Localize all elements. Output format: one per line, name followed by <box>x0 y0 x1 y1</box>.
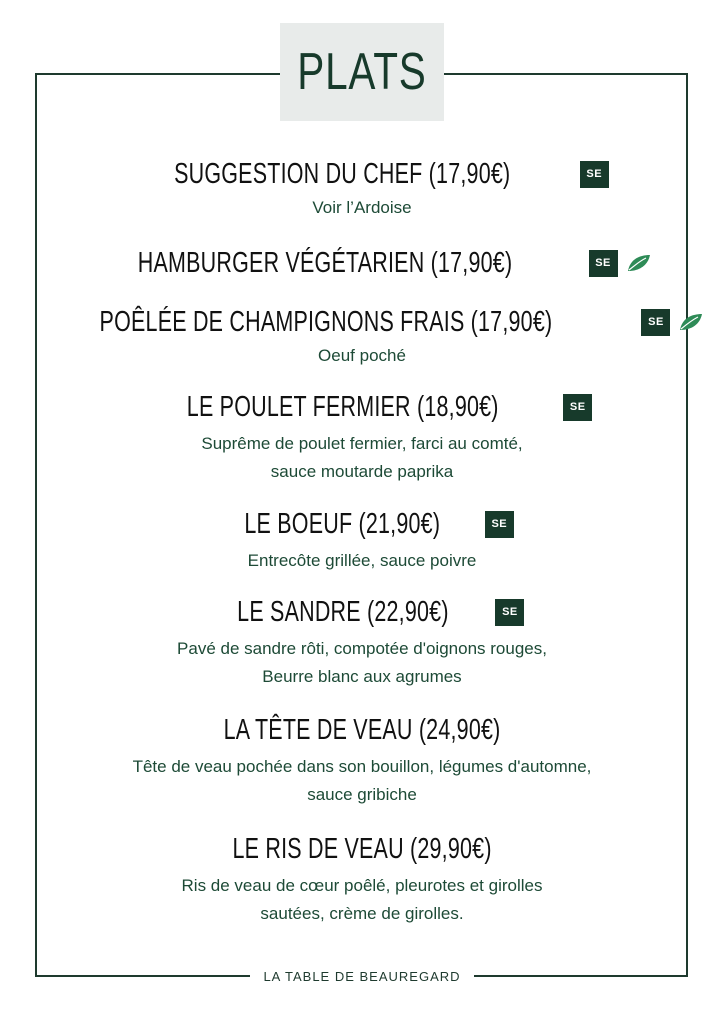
se-badge: SE <box>580 161 609 188</box>
dish-description: Tête de veau pochée dans son bouillon, légumes d'automne, <box>132 757 592 776</box>
dish-description: sauce gribiche <box>307 785 417 804</box>
dish-description: Voir l’Ardoise <box>312 198 412 217</box>
se-badge: SE <box>563 394 592 421</box>
dish-item <box>0 390 724 486</box>
dish-name: LE BOEUF (21,90€) <box>244 507 441 540</box>
dish-description: Oeuf poché <box>318 346 406 365</box>
dish-name: HAMBURGER VÉGÉTARIEN (17,90€) <box>138 246 513 279</box>
dish-description: Beurre blanc aux agrumes <box>262 667 462 686</box>
dish-name: SUGGESTION DU CHEF (17,90€) <box>174 157 511 190</box>
dish-item <box>0 595 724 691</box>
se-badge: SE <box>485 511 514 538</box>
dish-description: Entrecôte grillée, sauce poivre <box>247 551 477 570</box>
vegetarian-leaf-icon <box>626 253 652 273</box>
title-box <box>280 23 444 121</box>
dish-item <box>0 157 724 222</box>
dish-item <box>0 713 724 809</box>
dish-item <box>0 305 724 370</box>
dish-item <box>0 507 724 575</box>
dish-name: POÊLÉE DE CHAMPIGNONS FRAIS (17,90€) <box>99 305 552 338</box>
dish-description: Pavé de sandre rôti, compotée d'oignons rouges, <box>177 639 547 658</box>
dish-name: LE RIS DE VEAU (29,90€) <box>232 832 492 865</box>
dish-description: sauce moutarde paprika <box>270 462 454 481</box>
dish-description: sautées, crème de girolles. <box>260 904 464 923</box>
dish-name: LE POULET FERMIER (18,90€) <box>186 390 499 423</box>
restaurant-name-footer: LA TABLE DE BEAUREGARD <box>250 966 474 988</box>
dish-description: Suprême de poulet fermier, farci au comté, <box>201 434 523 453</box>
dish-name: LE SANDRE (22,90€) <box>236 595 449 628</box>
dish-item <box>0 246 724 280</box>
dish-item <box>0 832 724 928</box>
dish-description: Ris de veau de cœur poêlé, pleurotes et girolles <box>181 876 543 895</box>
vegetarian-leaf-icon <box>678 312 704 332</box>
dish-name: LA TÊTE DE VEAU (24,90€) <box>223 713 501 746</box>
se-badge: SE <box>495 599 524 626</box>
se-badge: SE <box>641 309 670 336</box>
page-title: PLATS <box>297 43 427 101</box>
se-badge: SE <box>589 250 618 277</box>
